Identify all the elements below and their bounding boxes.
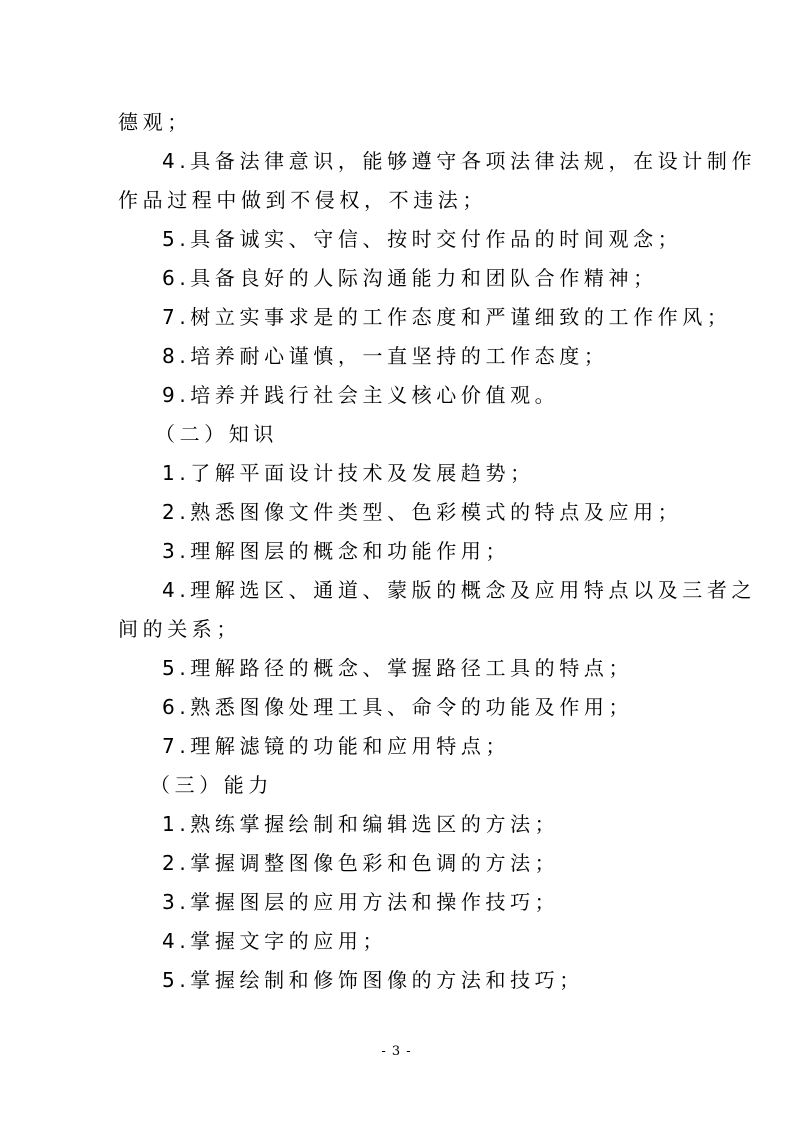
text-line: 6.熟悉图像处理工具、命令的功能及作用； — [162, 695, 634, 719]
text-line: 5.理解路径的概念、掌握路径工具的特点； — [162, 656, 634, 680]
text-line: 4.掌握文字的应用； — [162, 929, 388, 953]
text-line: 7.树立实事求是的工作态度和严谨细致的工作作风； — [162, 305, 732, 329]
text-line: 8.培养耐心谨慎，一直坚持的工作态度； — [162, 344, 609, 368]
text-line: 1.熟练掌握绘制和编辑选区的方法； — [162, 812, 560, 836]
text-line: 德观； — [118, 110, 192, 134]
text-line: 7.理解滤镜的功能和应用特点； — [162, 734, 511, 758]
text-line: 5.具备诚实、守信、按时交付作品的时间观念； — [162, 227, 683, 251]
text-line: 3.理解图层的概念和功能作用； — [162, 539, 511, 563]
text-line: 9.培养并践行社会主义核心价值观。 — [162, 383, 560, 407]
text-line: 5.掌握绘制和修饰图像的方法和技巧； — [162, 968, 584, 992]
text-line: 2.熟悉图像文件类型、色彩模式的特点及应用； — [162, 500, 683, 524]
page-number: - 3 - — [381, 1044, 412, 1059]
text-line: 4.具备法律意识，能够遵守各项法律法规，在设计制作 — [162, 149, 757, 173]
text-line: 4.理解选区、通道、蒙版的概念及应用特点以及三者之 — [162, 578, 757, 602]
text-line: 1.了解平面设计技术及发展趋势； — [162, 461, 535, 485]
text-line: 间的关系； — [118, 617, 241, 641]
text-line: 6.具备良好的人际沟通能力和团队合作精神； — [162, 266, 658, 290]
section-heading: （二）知识 — [155, 422, 278, 446]
text-line: 3.掌握图层的应用方法和操作技巧； — [162, 890, 560, 914]
section-heading: （三）能力 — [150, 773, 273, 797]
text-line: 2.掌握调整图像色彩和色调的方法； — [162, 851, 560, 875]
text-line: 作品过程中做到不侵权，不违法； — [118, 188, 487, 212]
